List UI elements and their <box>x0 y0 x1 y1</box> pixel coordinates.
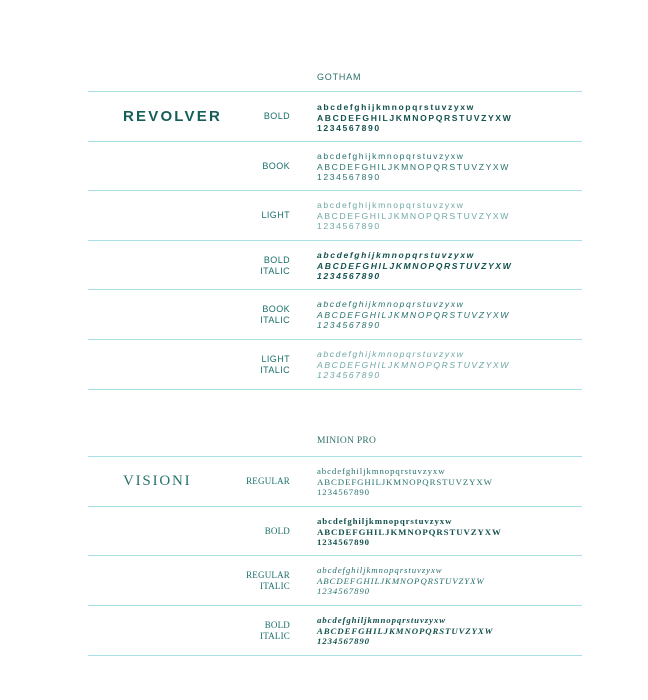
specimen <box>317 615 493 647</box>
numerals-sample: 1234567890 <box>317 172 381 183</box>
lowercase-sample: abcdefghiljkmnopqrstuvzyxw <box>317 466 446 476</box>
weight-label: BOLD <box>263 111 290 121</box>
weight-label-line1: LIGHT <box>261 354 290 364</box>
gotham-row-book-italic <box>88 289 582 339</box>
minion-row-regular <box>88 456 582 506</box>
minion-row-regular-italic <box>88 555 582 605</box>
gotham-row-light <box>88 190 582 240</box>
weight-label <box>260 304 290 326</box>
specimen <box>317 349 510 381</box>
uppercase-sample: ABCDEFGHILJKMNOPQRSTUVZYXW <box>317 161 510 172</box>
gotham-section <box>88 70 582 390</box>
numerals-sample: 1234567890 <box>317 370 381 381</box>
uppercase-sample: ABCDEFGHILJKMNOPQRSTUVZYXW <box>317 359 510 370</box>
weight-label-line2: ITALIC <box>260 315 290 325</box>
gotham-row-bold <box>88 91 582 141</box>
specimen <box>317 565 485 597</box>
lowercase-sample: abcdefghijkmnopqrstuvzyxw <box>317 200 465 210</box>
gotham-font-name: GOTHAM <box>317 72 362 82</box>
weight-label: BOOK <box>262 161 290 171</box>
specimen <box>317 299 510 331</box>
weight-label-line2: ITALIC <box>260 581 290 591</box>
specimen <box>317 250 512 282</box>
lowercase-sample: abcdefghiljkmnopqrstuvzyxw <box>317 615 446 625</box>
uppercase-sample: ABCDEFGHILJKMNOPQRSTUVZYXW <box>317 625 494 636</box>
numerals-sample: 1234567890 <box>317 586 370 597</box>
weight-label <box>260 255 290 277</box>
minion-font-name: MINION PRO <box>317 436 377 446</box>
lowercase-sample: abcdefghijkmnopqrstuvzyxw <box>317 299 465 309</box>
numerals-sample: 1234567890 <box>317 636 370 647</box>
lowercase-sample: abcdefghijkmnopqrstuvzyxw <box>317 349 465 359</box>
specimen <box>317 200 510 232</box>
revolver-wordmark: REVOLVER <box>123 108 223 125</box>
lowercase-sample: abcdefghiljkmnopqrstuvzyxw <box>317 516 453 526</box>
uppercase-sample: ABCDEFGHILJKMNOPQRSTUVZYXW <box>317 260 513 271</box>
weight-label <box>260 620 290 642</box>
numerals-sample: 1234567890 <box>317 487 370 498</box>
lowercase-sample: abcdefghijkmnopqrstuvzyxw <box>317 250 475 260</box>
numerals-sample: 1234567890 <box>317 271 381 282</box>
weight-label <box>246 570 290 592</box>
specimen <box>317 466 493 498</box>
uppercase-sample: ABCDEFGHILJKMNOPQRSTUVZYXW <box>317 526 502 537</box>
weight-label: REGULAR <box>246 476 290 486</box>
numerals-sample: 1234567890 <box>317 221 381 232</box>
weight-label: LIGHT <box>261 210 290 220</box>
lowercase-sample: abcdefghijkmnopqrstuvzyxw <box>317 151 465 161</box>
weight-label: BOLD <box>264 526 290 536</box>
weight-label-line1: BOLD <box>264 620 290 630</box>
specimen <box>317 151 510 183</box>
gotham-row-book <box>88 141 582 191</box>
gotham-row-light-italic <box>88 339 582 390</box>
numerals-sample: 1234567890 <box>317 123 381 134</box>
uppercase-sample: ABCDEFGHILJKMNOPQRSTUVZYXW <box>317 112 513 123</box>
numerals-sample: 1234567890 <box>317 537 370 548</box>
uppercase-sample: ABCDEFGHILJKMNOPQRSTUVZYXW <box>317 476 493 487</box>
minion-row-bold-italic <box>88 605 582 656</box>
uppercase-sample: ABCDEFGHILJKMNOPQRSTUVZYXW <box>317 575 485 586</box>
minion-section <box>88 434 582 656</box>
lowercase-sample: abcdefghijkmnopqrstuvzyxw <box>317 102 475 112</box>
specimen <box>317 516 502 548</box>
weight-label <box>260 354 290 376</box>
numerals-sample: 1234567890 <box>317 320 381 331</box>
uppercase-sample: ABCDEFGHILJKMNOPQRSTUVZYXW <box>317 309 510 320</box>
lowercase-sample: abcdefghiljkmnopqrstuvzyxw <box>317 565 443 575</box>
weight-label-line1: BOLD <box>263 255 290 265</box>
specimen <box>317 102 512 134</box>
uppercase-sample: ABCDEFGHILJKMNOPQRSTUVZYXW <box>317 210 510 221</box>
weight-label-line2: ITALIC <box>260 365 290 375</box>
weight-label-line2: ITALIC <box>260 266 290 276</box>
weight-label-line2: ITALIC <box>260 631 290 641</box>
visioni-wordmark: VISIONI <box>123 473 192 489</box>
weight-label-line1: REGULAR <box>246 570 290 580</box>
minion-row-bold <box>88 506 582 556</box>
gotham-row-bold-italic <box>88 240 582 290</box>
weight-label-line1: BOOK <box>262 304 290 314</box>
